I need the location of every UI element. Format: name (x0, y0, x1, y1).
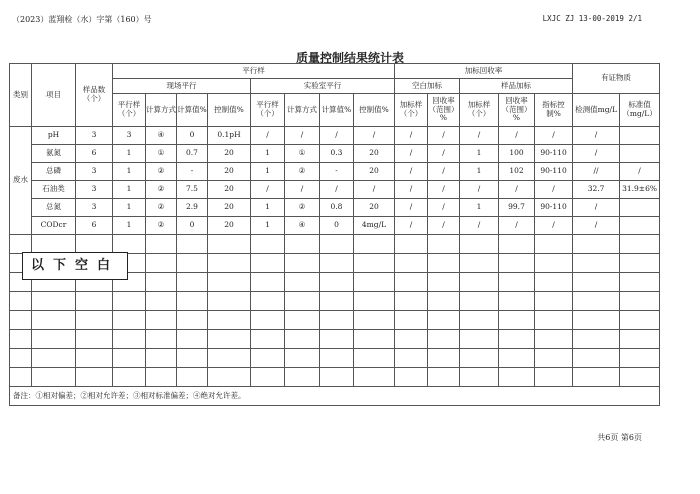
cell-blank-count: / (395, 181, 428, 199)
col-sample-count: 样品数（个） (76, 64, 113, 127)
cell-lab-control: 4mg/L (354, 217, 395, 235)
cell-lab-value: / (320, 127, 354, 145)
empty-row (10, 292, 660, 311)
table-row (10, 127, 660, 145)
cell-blank-recovery: / (428, 145, 460, 163)
cell-lab-value: / (320, 181, 354, 199)
page-number: 共6页 第6页 (597, 433, 642, 442)
cell-lab-control: 20 (354, 163, 395, 181)
cell-spike-recovery: 99.7 (499, 199, 535, 217)
cell-field-method: ② (146, 199, 177, 217)
empty-row (10, 349, 660, 368)
empty-row (10, 368, 660, 387)
cell-spike-count: 1 (460, 163, 499, 181)
cell-standard (620, 217, 660, 235)
cell-field-count: 1 (113, 217, 146, 235)
cell-samples: 3 (76, 163, 113, 181)
cell-spike-recovery: / (499, 181, 535, 199)
cell-field-count: 1 (113, 145, 146, 163)
table-row (10, 199, 660, 217)
col-field-value: 计算值% (177, 94, 208, 127)
cell-field-control: 20 (208, 199, 251, 217)
col-lab-method: 计算方式 (285, 94, 320, 127)
cell-lab-method: / (285, 127, 320, 145)
cell-blank-count: / (395, 145, 428, 163)
cell-standard (620, 127, 660, 145)
group-sample-spike: 样品加标 (460, 79, 573, 94)
group-reference: 有证物质 (573, 64, 660, 94)
cell-item: 氨氮 (32, 145, 76, 163)
cell-spike-recovery: 102 (499, 163, 535, 181)
cell-measured: / (573, 145, 620, 163)
cell-item: CODcr (32, 217, 76, 235)
col-lab-count: 平行样（个） (251, 94, 285, 127)
page-title: 质量控制结果统计表 (295, 51, 404, 65)
cell-field-control: 20 (208, 181, 251, 199)
category-cell: 废水 (10, 127, 32, 235)
cell-spike-recovery: 100 (499, 145, 535, 163)
cell-lab-value: - (320, 163, 354, 181)
cell-blank-recovery: / (428, 163, 460, 181)
cell-lab-count: 1 (251, 145, 285, 163)
cell-lab-method: ② (285, 163, 320, 181)
group-parallel: 平行样 (113, 64, 395, 79)
cell-field-method: ① (146, 145, 177, 163)
cell-spike-count: / (460, 127, 499, 145)
cell-spike-control: / (535, 127, 573, 145)
cell-lab-method: ④ (285, 217, 320, 235)
group-field-parallel: 现场平行 (113, 79, 251, 94)
cell-item: pH (32, 127, 76, 145)
empty-row (10, 311, 660, 330)
table-row (10, 163, 660, 181)
cell-field-control: 20 (208, 145, 251, 163)
cell-item: 总磷 (32, 163, 76, 181)
cell-samples: 3 (76, 199, 113, 217)
cell-field-control: 20 (208, 163, 251, 181)
cell-field-value: 2.9 (177, 199, 208, 217)
cell-field-count: 1 (113, 181, 146, 199)
cell-field-value: 0 (177, 217, 208, 235)
table-row (10, 181, 660, 199)
cell-field-method: ② (146, 163, 177, 181)
cell-measured: / (573, 217, 620, 235)
cell-lab-control: 20 (354, 199, 395, 217)
cell-spike-recovery: / (499, 127, 535, 145)
col-blank-count: 加标样（个） (395, 94, 428, 127)
cell-lab-count: 1 (251, 217, 285, 235)
col-sample-recovery: 回收率（范围）% (499, 94, 535, 127)
col-field-count: 平行样（个） (113, 94, 146, 127)
group-spike: 加标回收率 (395, 64, 573, 79)
cell-samples: 6 (76, 217, 113, 235)
cell-spike-count: 1 (460, 199, 499, 217)
cell-samples: 3 (76, 127, 113, 145)
cell-lab-control: / (354, 181, 395, 199)
cell-spike-recovery: / (499, 217, 535, 235)
col-index-control: 指标控制% (535, 94, 573, 127)
cell-lab-count: / (251, 127, 285, 145)
col-category: 类别 (10, 64, 32, 127)
col-field-method: 计算方式 (146, 94, 177, 127)
cell-item: 石油类 (32, 181, 76, 199)
cell-lab-count: / (251, 181, 285, 199)
cell-samples: 6 (76, 145, 113, 163)
cell-blank-count: / (395, 199, 428, 217)
cell-field-count: 3 (113, 127, 146, 145)
empty-row (10, 330, 660, 349)
col-field-control: 控制值% (208, 94, 251, 127)
remarks: 备注：①相对偏差；②相对允许差；③相对标准偏差；④绝对允许差。 (10, 387, 660, 406)
cell-spike-count: / (460, 181, 499, 199)
cell-standard: / (620, 163, 660, 181)
cell-field-method: ② (146, 217, 177, 235)
cell-lab-method: ② (285, 199, 320, 217)
cell-blank-count: / (395, 217, 428, 235)
group-lab-parallel: 实验室平行 (251, 79, 395, 94)
cell-field-method: ④ (146, 127, 177, 145)
cell-field-count: 1 (113, 199, 146, 217)
cell-field-control: 20 (208, 217, 251, 235)
cell-standard (620, 199, 660, 217)
table-row (10, 217, 660, 235)
blank-below-stamp: 以下空白 (22, 252, 128, 280)
cell-blank-recovery: / (428, 127, 460, 145)
cell-lab-value: 0.3 (320, 145, 354, 163)
cell-lab-count: 1 (251, 163, 285, 181)
col-measured: 检测值mg/L (573, 94, 620, 127)
cell-lab-value: 0.8 (320, 199, 354, 217)
cell-lab-method: / (285, 181, 320, 199)
col-standard: 标准值（mg/L） (620, 94, 660, 127)
cell-lab-count: 1 (251, 199, 285, 217)
cell-standard: 31.9±6% (620, 181, 660, 199)
cell-blank-count: / (395, 127, 428, 145)
empty-row (10, 235, 660, 254)
cell-measured: / (573, 127, 620, 145)
cell-measured: 32.7 (573, 181, 620, 199)
col-lab-control: 控制值% (354, 94, 395, 127)
cell-standard (620, 145, 660, 163)
col-item: 项目 (32, 64, 76, 127)
col-blank-recovery: 回收率（范围）% (428, 94, 460, 127)
cell-field-control: 0.1pH (208, 127, 251, 145)
cell-measured: // (573, 163, 620, 181)
cell-field-value: - (177, 163, 208, 181)
table-row (10, 145, 660, 163)
cell-lab-value: 0 (320, 217, 354, 235)
cell-spike-count: / (460, 217, 499, 235)
cell-spike-control: / (535, 181, 573, 199)
cell-field-value: 7.5 (177, 181, 208, 199)
cell-spike-control: 90-110 (535, 199, 573, 217)
cell-spike-control: 90-110 (535, 145, 573, 163)
cell-spike-control: 90-110 (535, 163, 573, 181)
cell-field-count: 1 (113, 163, 146, 181)
cell-field-method: ② (146, 181, 177, 199)
cell-blank-recovery: / (428, 181, 460, 199)
cell-measured: / (573, 199, 620, 217)
col-sample-spike-count: 加标样（个） (460, 94, 499, 127)
col-lab-value: 计算值% (320, 94, 354, 127)
cell-samples: 3 (76, 181, 113, 199)
cell-blank-count: / (395, 163, 428, 181)
cell-lab-method: ① (285, 145, 320, 163)
cell-field-value: 0 (177, 127, 208, 145)
cell-blank-recovery: / (428, 217, 460, 235)
report-number: （2023）蓝翔检（水）字第（160）号 (12, 15, 152, 24)
cell-blank-recovery: / (428, 199, 460, 217)
cell-lab-control: / (354, 127, 395, 145)
cell-item: 总氮 (32, 199, 76, 217)
cell-spike-control: / (535, 217, 573, 235)
qc-table (9, 63, 660, 406)
group-blank-spike: 空白加标 (395, 79, 460, 94)
cell-lab-control: 20 (354, 145, 395, 163)
cell-spike-count: 1 (460, 145, 499, 163)
cell-field-value: 0.7 (177, 145, 208, 163)
document-code: LXJC ZJ 13-00-2019 2/1 (542, 14, 642, 23)
